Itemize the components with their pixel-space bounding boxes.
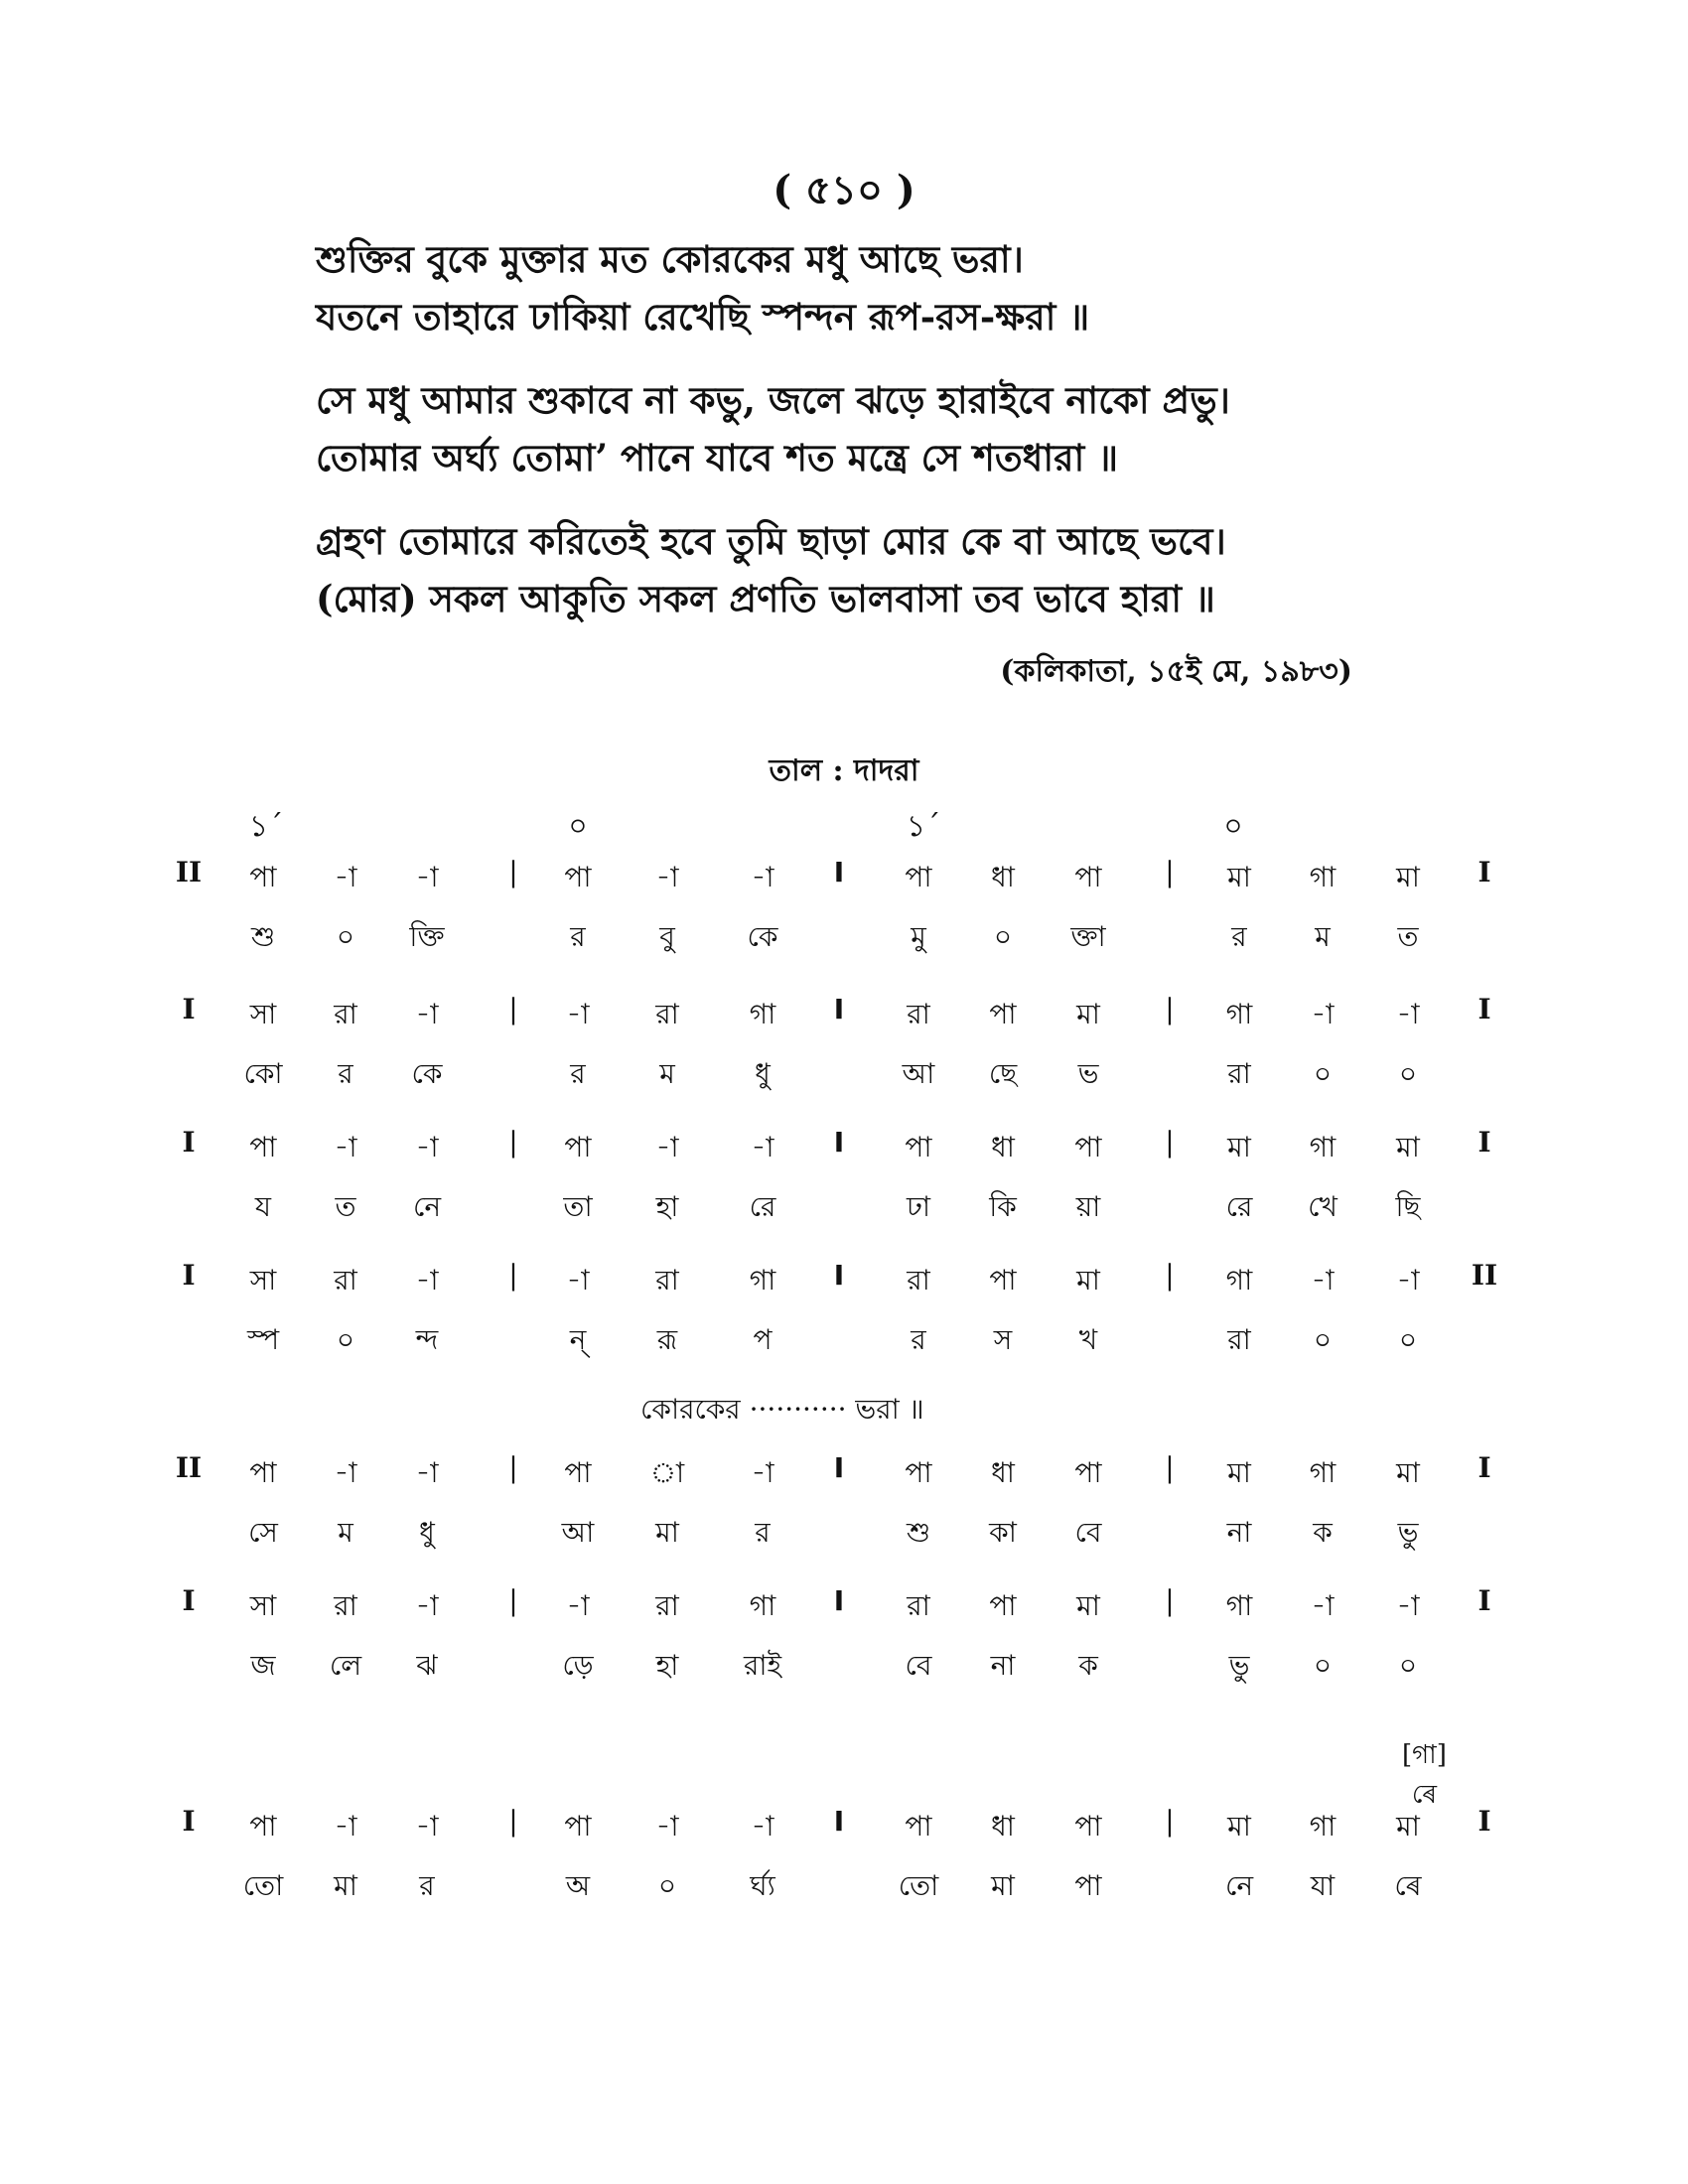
note-row [0,1451,1688,1511]
beat-markers [0,802,1688,842]
note: ধা [991,1456,1015,1489]
note: -া [566,1589,590,1622]
barline: | [1165,993,1175,1025]
note: -া [655,1810,679,1843]
poem-line: যতনে তাহারে ঢাকিয়া রেখেছি স্পন্দন রূপ-রস-ক্ষরা ॥ [316,295,1090,339]
lyric-syllable: মা [334,1869,357,1902]
lyric-syllable: নে [412,1190,442,1223]
note: মা [1227,1456,1251,1489]
note: -া [415,998,439,1030]
note: মা [1396,1456,1420,1489]
start-barline: I [182,1584,196,1617]
notation-system [0,1126,1688,1247]
note: গা [749,1264,776,1297]
note: -া [566,998,590,1030]
refrain-cue: কোরকের ··········· ভরা ॥ [640,1393,924,1426]
note: মা [1396,861,1420,893]
lyric-syllable: কা [989,1516,1017,1549]
note-row [0,1259,1688,1318]
note: -া [1311,1589,1335,1622]
note: রা [907,1589,930,1622]
notation-system [0,1805,1688,1926]
lyric-syllable: ড়ে [562,1649,594,1682]
note: পা [249,1810,277,1843]
lyric-syllable: না [1226,1516,1252,1549]
lyric-syllable: হা [655,1190,679,1223]
stanza-3 [316,512,1458,627]
lyric-syllable: না [990,1649,1016,1682]
poem-line: (মোর) সকল আকুতি সকল প্রণতি ভালবাসা তব ভাবে হারা ॥ [316,577,1215,620]
poem-line: গ্রহণ তোমারে করিতেই হবে তুমি ছাড়া মোর কে বা আছে ভবে। [316,519,1226,563]
note: পা [905,1131,932,1163]
end-barline: II [1471,1259,1498,1292]
beat-mark: ১´ [906,809,941,844]
lyric-syllable: ক [1313,1516,1333,1549]
lyric-syllable: ন্দ [415,1323,439,1356]
lyric-syllable: রে [749,1190,776,1223]
start-barline: I [182,1259,196,1292]
lyric-syllable: ভু [1228,1649,1250,1682]
lyric-syllable: ০ [657,1869,677,1902]
section-barline: I [833,1126,845,1159]
note: পা [1074,1810,1102,1843]
lyric-syllable: ম [1315,920,1331,953]
note: পা [564,1456,592,1489]
poem [316,230,1458,653]
note-row [0,993,1688,1052]
end-barline: I [1477,1451,1491,1484]
barline: | [508,1451,518,1484]
lyric-syllable: ভ [1077,1057,1099,1090]
lyric-syllable: ন্ [569,1323,587,1356]
lyric-syllable: শু [250,920,276,953]
lyric-syllable: ০ [1398,1323,1418,1356]
section-barline: I [833,1805,845,1838]
note: -া [334,1810,357,1843]
note: পা [905,1456,932,1489]
note: পা [989,1264,1017,1297]
lyric-syllable: তা [563,1190,593,1223]
lyric-syllable: মা [655,1516,679,1549]
note: -া [415,1589,439,1622]
note: ধা [991,1131,1015,1163]
lyric-syllable: ধু [755,1057,771,1090]
note: পা [989,1589,1017,1622]
end-barline: I [1477,1805,1491,1838]
lyric-syllable: র [1231,920,1247,953]
end-barline: I [1477,856,1491,888]
section-barline: I [833,856,845,888]
barline: | [508,1126,518,1159]
note: -া [751,861,774,893]
lyric-syllable: ছে [988,1057,1018,1090]
note: গা [749,1589,776,1622]
note: পা [1074,1131,1102,1163]
note: সা [249,998,277,1030]
note: -া [566,1264,590,1297]
note: মা [1076,1589,1100,1622]
lyric-syllable: র [911,1323,926,1356]
barline: | [1165,856,1175,888]
variant-note [1402,1735,1447,1815]
lyric-syllable: র [419,1869,435,1902]
note: -া [1396,1264,1420,1297]
lyric-syllable: বে [905,1649,932,1682]
note: -া [751,1456,774,1489]
variant-lyric: ৰে [1411,1780,1438,1810]
stanza-2 [316,371,1458,486]
beat-mark: ০ [1223,809,1243,844]
start-barline: II [175,1451,203,1484]
barline: | [1165,1805,1175,1838]
note: -া [415,1810,439,1843]
lyric-row [0,1644,1688,1706]
note: পা [989,998,1017,1030]
note: -া [334,861,357,893]
note: গা [1309,1456,1336,1489]
lyric-syllable: স [993,1323,1013,1356]
lyric-syllable: স্প [246,1323,280,1356]
section-barline: I [833,1584,845,1617]
barline: | [508,1259,518,1292]
lyric-syllable: ম [338,1516,353,1549]
note: রা [655,998,679,1030]
lyric-syllable: ক্তি [409,920,445,953]
poem-line: তোমার অর্ঘ্য তোমা’ পানে যাবে শত মন্ত্রে সে শতধারা ॥ [316,436,1118,479]
lyric-syllable: তো [898,1869,939,1902]
lyric-row [0,1052,1688,1114]
note: মা [1396,1810,1420,1843]
note: পা [905,861,932,893]
note: রা [334,1264,357,1297]
note: রা [655,1589,679,1622]
barline: | [1165,1126,1175,1159]
barline: | [508,856,518,888]
notation-system [0,1584,1688,1706]
lyric-syllable: কে [411,1057,443,1090]
lyric-syllable: ০ [1313,1323,1333,1356]
notation-system [0,1451,1688,1572]
barline: | [508,1805,518,1838]
lyric-syllable: খ [1078,1323,1098,1356]
poem-line: সে মধু আমার শুকাবে না কভু, জলে ঝড়ে হারাইবে নাকো প্রভু। [316,378,1230,422]
lyric-syllable: র্ঘ্য [750,1869,775,1902]
note: পা [905,1810,932,1843]
lyric-syllable: রে [1225,1190,1253,1223]
note: মা [1076,1264,1100,1297]
note: মা [1227,1810,1251,1843]
notation-system [0,993,1688,1114]
lyric-syllable: ০ [1313,1057,1333,1090]
lyric-syllable: ৰে [1394,1869,1422,1902]
note: মা [1076,998,1100,1030]
lyric-syllable: বু [659,920,675,953]
note: -া [1311,1264,1335,1297]
lyric-syllable: ছি [1395,1190,1421,1223]
note: -া [415,1131,439,1163]
end-barline: I [1477,993,1491,1025]
note: -া [655,861,679,893]
note: া [649,1456,685,1489]
note: সা [249,1589,277,1622]
lyric-row [0,1318,1688,1380]
lyric-row [0,1864,1688,1926]
lyric-syllable: আ [902,1057,935,1090]
note: মা [1227,1131,1251,1163]
note: পা [249,861,277,893]
lyric-syllable: পা [1074,1869,1102,1902]
lyric-row [0,1185,1688,1247]
section-barline: I [833,1451,845,1484]
beat-mark: ০ [568,809,588,844]
note-row [0,856,1688,915]
notation-system [0,1259,1688,1380]
barline: | [1165,1259,1175,1292]
barline: | [508,1584,518,1617]
lyric-syllable: বে [1074,1516,1102,1549]
lyric-syllable: ০ [1398,1649,1418,1682]
note: -া [415,861,439,893]
lyric-syllable: হা [655,1649,679,1682]
lyric-syllable: ত [1397,920,1419,953]
lyric-syllable: নে [1224,1869,1254,1902]
lyric-syllable: জ [250,1649,276,1682]
barline: | [1165,1451,1175,1484]
lyric-syllable: ভু [1397,1516,1419,1549]
note: পা [564,1810,592,1843]
lyric-syllable: য [254,1190,272,1223]
lyric-syllable: রূ [656,1323,678,1356]
note: পা [1074,1456,1102,1489]
lyric-syllable: যা [1310,1869,1336,1902]
lyric-syllable: ত [335,1190,356,1223]
lyric-syllable: কি [989,1190,1017,1223]
note: রা [907,998,930,1030]
start-barline: I [182,1805,196,1838]
lyric-syllable: অ [565,1869,591,1902]
barline: | [508,993,518,1025]
lyric-syllable: কো [243,1057,283,1090]
lyric-row [0,915,1688,977]
lyric-syllable: ০ [336,1323,355,1356]
section-barline: I [833,993,845,1025]
note: গা [1225,998,1253,1030]
lyric-syllable: ম [659,1057,675,1090]
note: গা [1225,1589,1253,1622]
lyric-syllable: ০ [993,920,1013,953]
page-number: ( ৫১০ ) [773,167,915,213]
lyric-syllable: সে [248,1516,278,1549]
note: -া [1396,1589,1420,1622]
lyric-syllable: মা [991,1869,1015,1902]
note: পা [564,861,592,893]
tala-heading: তাল : দাদরা [769,753,919,788]
note: পা [249,1456,277,1489]
variant-notes: [গা] [1402,1740,1447,1770]
note: পা [1074,861,1102,893]
lyric-syllable: রা [1227,1057,1251,1090]
note: -া [751,1810,774,1843]
barline: | [1165,1584,1175,1617]
start-barline: I [182,1126,196,1159]
note: রা [655,1264,679,1297]
lyric-syllable: য়া [1075,1190,1101,1223]
note: -া [334,1131,357,1163]
start-barline: I [182,993,196,1025]
note: ধা [991,1810,1015,1843]
lyric-syllable: খে [1308,1190,1337,1223]
note: গা [1309,1131,1336,1163]
lyric-syllable: শু [906,1516,931,1549]
note: রা [334,998,357,1030]
note: সা [249,1264,277,1297]
note: -া [655,1131,679,1163]
stanza-1 [316,230,1458,345]
lyric-syllable: ০ [336,920,355,953]
lyric-syllable: ০ [1313,1649,1333,1682]
note-row [0,1584,1688,1644]
section-barline: I [833,1259,845,1292]
note: রা [907,1264,930,1297]
lyric-syllable: ০ [1398,1057,1418,1090]
lyric-syllable: রা [1227,1323,1251,1356]
note: পা [249,1131,277,1163]
lyric-row [0,1511,1688,1572]
note: মা [1227,861,1251,893]
lyric-syllable: ক [1078,1649,1098,1682]
note: গা [1309,1810,1336,1843]
notation-system [0,856,1688,977]
poem-line: শুক্তির বুকে মুক্তার মত কোরকের মধু আছে ভরা। [316,237,1024,281]
end-barline: I [1477,1584,1491,1617]
note: -া [334,1456,357,1489]
lyric-syllable: ঢা [907,1190,930,1223]
note-row [0,1126,1688,1185]
lyric-syllable: কে [747,920,778,953]
start-barline: II [175,856,203,888]
end-barline: I [1477,1126,1491,1159]
lyric-syllable: রাই [743,1649,782,1682]
lyric-syllable: ঝ [416,1649,438,1682]
note: -া [1396,998,1420,1030]
lyric-syllable: ধু [419,1516,435,1549]
note: পা [564,1131,592,1163]
note: গা [1309,861,1336,893]
note: ধা [991,861,1015,893]
beat-mark: ১´ [248,809,284,844]
dateline: (কলিকাতা, ১৫ই মে, ১৯৮৩) [1000,654,1352,689]
note: মা [1396,1131,1420,1163]
note: -া [415,1264,439,1297]
lyric-syllable: মু [911,920,926,953]
note: -া [751,1131,774,1163]
lyric-syllable: র [338,1057,353,1090]
lyric-syllable: র [755,1516,771,1549]
note: -া [415,1456,439,1489]
lyric-syllable: র [570,920,586,953]
lyric-syllable: আ [561,1516,595,1549]
note: গা [1225,1264,1253,1297]
note: রা [334,1589,357,1622]
lyric-syllable: র [570,1057,586,1090]
lyric-syllable: লে [329,1649,362,1682]
lyric-syllable: প [753,1323,773,1356]
note: -া [1311,998,1335,1030]
lyric-syllable: তো [242,1869,284,1902]
note: গা [749,998,776,1030]
lyric-syllable: ক্তা [1070,920,1106,953]
